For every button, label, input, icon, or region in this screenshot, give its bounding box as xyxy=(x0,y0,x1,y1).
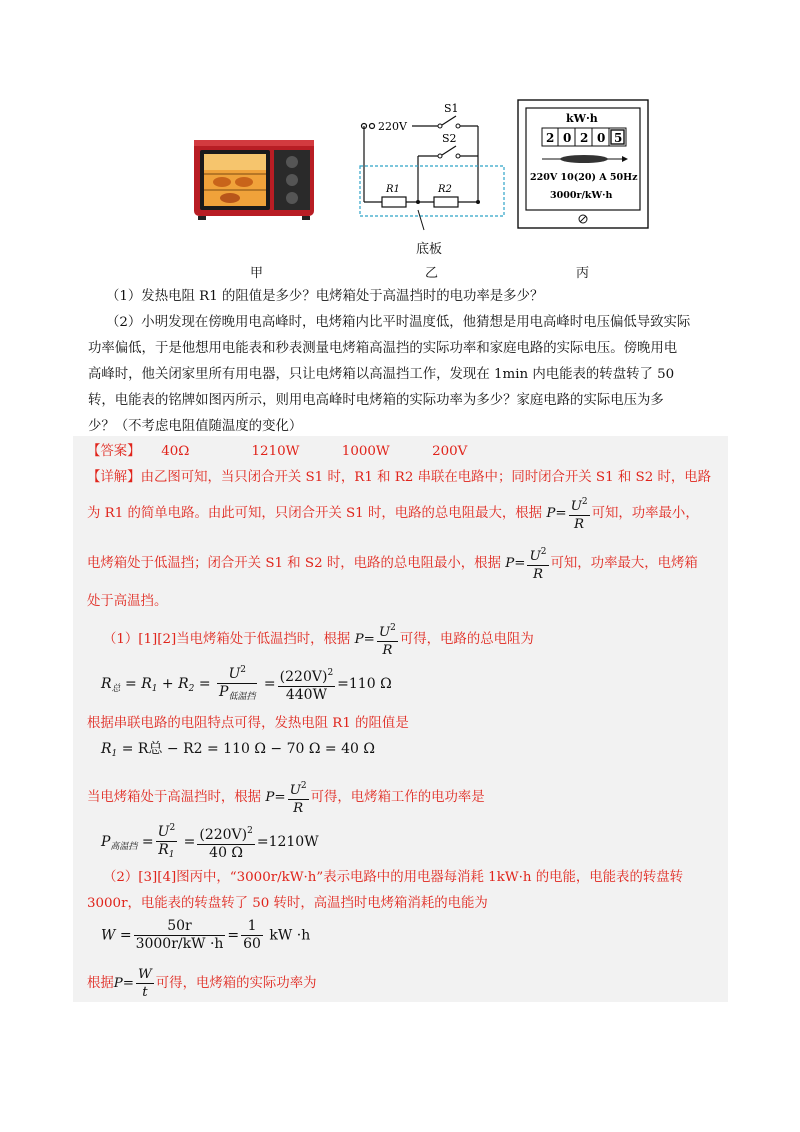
detail-label: 【详解】 xyxy=(87,470,141,485)
power-formula: P= $\frac{U^2}{R}$ xyxy=(265,790,310,805)
answer-label: 【答案】 xyxy=(87,444,141,459)
detail-line-7: 当电烤箱处于高温挡时，根据 P= $\frac{U^2}{R}$ 可得，电烤箱工作的电功率是 xyxy=(87,778,485,817)
power-formula: P= $\frac{U^2}{R}$ xyxy=(505,556,550,571)
question-2-line-2: 功率偏低，于是他想用电能表和秒表测量电烤箱高温挡的实际功率和家庭电路的实际电压。傍晚用电 xyxy=(88,341,678,356)
question-2-line-1: （2）小明发现在傍晚用电高峰时，电烤箱内比平时温度低，他猜想是用电高峰时电压偏低导致实际 xyxy=(106,315,691,330)
formula-energy: W = $\frac{50r}{3000r/kW \cdot h}$ = $\frac{1}{60}$ kW ·h xyxy=(101,918,311,952)
detail-line-6: 根据串联电路的电阻特点可得，发热电阻 R1 的阻值是 xyxy=(87,716,409,731)
switch-s2-label: S2 xyxy=(442,132,457,145)
meter-constant: 3000r/kW·h xyxy=(550,190,613,201)
meter-unit: kW·h xyxy=(566,112,598,125)
meter-digit-3: 2 xyxy=(580,131,589,145)
detail-line-9: 3000r，电能表的转盘转了 50 转时，高温挡时电烤箱消耗的电能为 xyxy=(87,896,488,911)
switch-s1-label: S1 xyxy=(444,102,459,115)
meter-digit-4: 0 xyxy=(597,131,606,145)
question-text xyxy=(88,284,728,440)
detail-line-8: （2）[3][4]图丙中，“3000r/kW·h”表示电路中的用电器每消耗 1kW·h 的电能，电能表的转盘转 xyxy=(103,870,684,885)
meter-digit-1: 2 xyxy=(546,131,555,145)
detail-line-2: 为 R1 的简单电路。由此可知，只闭合开关 S1 时，电路的总电阻最大，根据 P= $\frac{U^2}{R}$ 可知，功率最小， xyxy=(87,494,699,533)
answer-value-4: 200V xyxy=(432,444,468,459)
question-2-line-5: 少？（不考虑电阻值随温度的变化） xyxy=(88,419,303,434)
power-work-formula: P= $\frac{W}{t}$ xyxy=(113,967,152,1000)
meter-spec: 220V 10(20) A 50Hz xyxy=(530,172,638,183)
figure-label-jia: 甲 xyxy=(250,266,264,281)
base-label: 底板 xyxy=(416,242,443,257)
question-2-line-3: 高峰时，他关闭家里所有用电器，只让电烤箱以高温挡工作，发现在 1min 内电能表的转盘转了 50 xyxy=(88,367,675,382)
figure-group xyxy=(180,92,660,292)
figure-label-bing: 丙 xyxy=(576,266,590,281)
figure-label-yi: 乙 xyxy=(425,266,439,281)
meter-digit-2: 0 xyxy=(563,131,572,145)
answer-value-2: 1210W xyxy=(251,444,300,459)
meter-digit-5: 5 xyxy=(614,131,623,145)
answer-panel xyxy=(73,436,728,1002)
answer-row xyxy=(87,440,518,459)
formula-high-power: $P_{高温挡}$ = $\frac{U^2}{R_1}$ = $\frac{(220V)^2}{40 \Omega}$ =1210W xyxy=(101,820,319,864)
power-formula: P= $\frac{U^2}{R}$ xyxy=(546,506,591,521)
answer-value-3: 1000W xyxy=(341,444,390,459)
question-2-line-4: 转，电能表的铭牌如图丙所示，则用电高峰时电烤箱的实际功率为多少？家庭电路的实际电压为多 xyxy=(88,393,664,408)
circuit-diagram xyxy=(356,98,506,260)
detail-line-10: 根据P= $\frac{W}{t}$ 可得，电烤箱的实际功率为 xyxy=(87,967,317,1000)
detail-line-1: 【详解】由乙图可知，当只闭合开关 S1 时，R1 和 R2 串联在电路中；同时闭合开关 S1 和 S2 时，电路 xyxy=(87,470,712,485)
energy-meter xyxy=(516,98,650,230)
r1-label: R1 xyxy=(386,184,400,195)
r2-label: R2 xyxy=(438,184,452,195)
answer-value-1: 40Ω xyxy=(161,444,190,459)
formula-total-resistance: $R_总 = R_1 + R_2$ = $\frac{U^2}{P_{低温挡}}$ = $\frac{(220V)^2}{440W}$ =110 Ω xyxy=(101,662,392,706)
detail-line-5: （1）[1][2]当电烤箱处于低温挡时，根据 P= $\frac{U^2}{R}$ 可得，电路的总电阻为 xyxy=(103,620,534,659)
question-1: （1）发热电阻 R1 的阻值是多少？电烤箱处于高温挡时的电功率是多少？ xyxy=(106,289,544,304)
formula-r1: $R_1 = R$总 − R2 = 110 Ω − 70 Ω = 40 Ω xyxy=(101,741,375,759)
power-formula: P= $\frac{U^2}{R}$ xyxy=(355,632,400,647)
detail-line-4: 处于高温挡。 xyxy=(87,594,168,609)
voltage-label: 220V xyxy=(378,120,407,133)
detail-line-3: 电烤箱处于低温挡；闭合开关 S1 和 S2 时，电路的总电阻最小，根据 P= $\frac{U^2}{R}$ 可知，功率最大，电烤箱 xyxy=(87,544,698,583)
oven-image xyxy=(192,136,316,224)
